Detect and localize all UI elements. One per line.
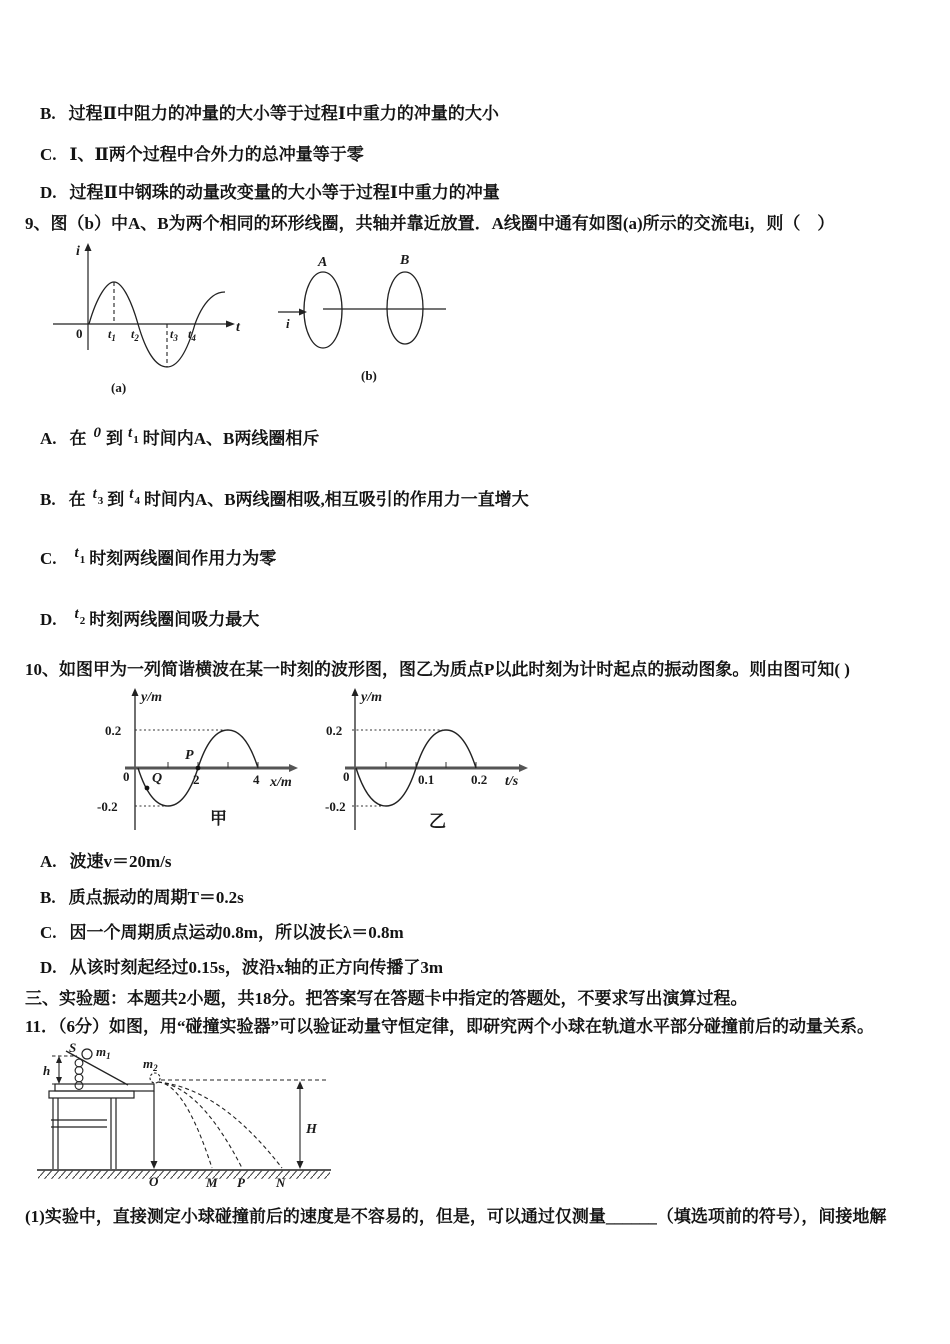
ymin-label: -0.2 xyxy=(97,799,118,814)
H-arrow-down xyxy=(297,1161,304,1169)
coil-a xyxy=(304,272,342,348)
q9-option-c xyxy=(40,545,277,576)
y-axis-arrow xyxy=(352,688,359,696)
point-m-label: M xyxy=(206,1175,218,1190)
t4-tick-label: $t_4$ xyxy=(188,327,196,343)
q9-option-b xyxy=(40,486,529,517)
h-label: h xyxy=(43,1063,51,1078)
option-label: C. xyxy=(40,145,57,164)
option-text: 到 xyxy=(106,429,124,448)
y-axis-label: y/m xyxy=(361,690,382,705)
q9-figure-b xyxy=(270,250,470,390)
option-text: 因一个周期质点运动0.8m，所以波长λ＝0.8m xyxy=(69,923,404,942)
option-label: D. xyxy=(40,610,57,629)
option-text: 过程Ⅱ中阻力的冲量的大小等于过程Ⅰ中重力的冲量的大小 xyxy=(68,104,499,123)
q11-part1: (1)实验中，直接测定小球碰撞前后的速度是不容易的，但是，可以通过仅测量______（填选项前的符号），间接地解 xyxy=(25,1207,887,1226)
point-p-label: P xyxy=(237,1175,245,1190)
q8-option-c xyxy=(40,144,364,166)
point-n-label: N xyxy=(276,1175,286,1190)
current-label: i xyxy=(286,316,290,331)
option-text: 时刻两线圈间吸力最大 xyxy=(89,610,260,629)
math-token: $t_1$ xyxy=(128,425,139,447)
point-q-label: Q xyxy=(152,771,163,786)
point-p-label: P xyxy=(185,748,194,763)
coil-a-label: A xyxy=(318,255,328,270)
figure-a-caption: (a) xyxy=(111,380,127,395)
h-arrow-up xyxy=(56,1056,62,1063)
option-text: 波速v＝20m/s xyxy=(69,852,172,871)
y-axis-arrow xyxy=(132,688,139,696)
q11-figure xyxy=(33,1040,343,1210)
coil-b xyxy=(387,272,423,344)
q11-stem: 11．（6分）如图，用“碰撞实验器”可以验证动量守恒定律，即研究两个小球在轨道水平部分碰撞前后的动量关系。 xyxy=(25,1017,875,1036)
drop-arrow xyxy=(151,1161,158,1169)
origin-label: 0 xyxy=(123,769,130,784)
q10-figure-jia xyxy=(95,685,310,845)
section3-header: 三、实验题：本题共2小题，共18分。把答案写在答题卡中指定的答题处，不要求写出演算过程。 xyxy=(25,989,748,1008)
t-axis-arrow xyxy=(226,321,235,328)
t-axis-label: t xyxy=(236,320,240,335)
point-o-label: O xyxy=(149,1174,159,1189)
q8-option-b xyxy=(40,103,499,125)
h-arrow-down xyxy=(56,1077,62,1084)
t-axis-label: t/s xyxy=(505,774,519,789)
trajectories xyxy=(158,1082,282,1168)
option-label: A. xyxy=(40,852,57,871)
table xyxy=(49,1084,154,1169)
option-label: B. xyxy=(40,490,56,509)
q9-figure-a xyxy=(45,240,245,405)
option-text: 时间内A、B两线圈相斥 xyxy=(142,429,320,448)
x-axis-arrow xyxy=(289,764,298,772)
option-text: 时间内A、B两线圈相吸,相互吸引的作用力一直增大 xyxy=(143,490,529,509)
i-axis-arrow xyxy=(85,243,92,251)
option-text: 在 xyxy=(68,490,86,509)
point-p-dot xyxy=(196,766,201,771)
option-label: C. xyxy=(40,549,57,568)
option-text: 过程Ⅱ中钢珠的动量改变量的大小等于过程Ⅰ中重力的冲量 xyxy=(69,183,500,202)
q10-stem: 10、如图甲为一列简谐横波在某一时刻的波形图，图乙为质点P以此时刻为计时起点的振动图象。则由图可知( ) xyxy=(25,660,850,679)
option-label: B. xyxy=(40,104,56,123)
m2-label: $m_2$ xyxy=(143,1056,158,1073)
q8-option-d xyxy=(40,182,500,204)
q10-option-a xyxy=(40,851,172,873)
x4-tick-label: 4 xyxy=(253,772,260,787)
figure-jia-caption: 甲 xyxy=(210,809,227,828)
option-label: D. xyxy=(40,183,57,202)
origin-label: 0 xyxy=(76,326,83,341)
option-text: 到 xyxy=(107,490,125,509)
option-label: A. xyxy=(40,429,57,448)
math-token: $t_2$ xyxy=(74,606,86,628)
option-label: C. xyxy=(40,923,57,942)
m1-label: $m_1$ xyxy=(96,1044,111,1061)
q10-option-c xyxy=(40,922,404,944)
ymax-label: 0.2 xyxy=(105,723,122,738)
H-label: H xyxy=(306,1122,317,1137)
option-label: D. xyxy=(40,958,57,977)
t02-tick-label: 0.2 xyxy=(471,772,488,787)
ball-stack xyxy=(75,1059,83,1089)
x-axis-label: x/m xyxy=(270,775,292,790)
ball-m1 xyxy=(82,1049,92,1059)
ymin-label: -0.2 xyxy=(325,799,346,814)
figure-b-caption: (b) xyxy=(361,368,377,383)
math-token: 0 xyxy=(93,425,102,441)
x2-tick-label: 2 xyxy=(193,772,200,787)
i-axis-label: i xyxy=(76,244,80,259)
t-axis-arrow xyxy=(519,764,528,772)
option-text: 质点振动的周期T＝0.2s xyxy=(68,888,244,907)
ymax-label: 0.2 xyxy=(326,723,343,738)
q9-option-a xyxy=(40,425,320,456)
ground-hatching xyxy=(38,1171,330,1179)
q9-option-d xyxy=(40,606,260,637)
math-token: $t_4$ xyxy=(129,486,140,508)
q10-option-d xyxy=(40,957,443,979)
current-arrow xyxy=(299,309,307,316)
q10-option-b xyxy=(40,887,244,909)
math-token: $t_3$ xyxy=(92,486,104,508)
coil-b-label: B xyxy=(400,253,410,268)
H-arrow-up xyxy=(297,1081,304,1089)
math-token: $t_1$ xyxy=(74,545,86,567)
t01-tick-label: 0.1 xyxy=(418,772,435,787)
origin-label: 0 xyxy=(343,769,350,784)
q9-stem: 9、图（b）中A、B为两个相同的环形线圈，共轴并靠近放置．A线圈中通有如图(a)所示的交流电i，则（ ） xyxy=(25,214,835,233)
q10-figure-yi xyxy=(325,685,555,845)
t1-tick-label: $t_1$ xyxy=(108,327,116,343)
option-label: B. xyxy=(40,888,56,907)
option-text: 从该时刻起经过0.15s，波沿x轴的正方向传播了3m xyxy=(69,958,444,977)
point-q-dot xyxy=(145,786,150,791)
option-text: 在 xyxy=(69,429,87,448)
t3-tick-label: $t_3$ xyxy=(170,327,178,343)
h-reference-lines xyxy=(52,1056,77,1084)
t2-tick-label: $t_2$ xyxy=(131,327,139,343)
y-axis-label: y/m xyxy=(141,690,162,705)
option-text: Ⅰ、Ⅱ两个过程中合外力的总冲量等于零 xyxy=(69,145,364,164)
figure-yi-caption: 乙 xyxy=(429,812,446,831)
option-text: 时刻两线圈间作用力为零 xyxy=(89,549,277,568)
release-point-label: S xyxy=(69,1040,77,1055)
